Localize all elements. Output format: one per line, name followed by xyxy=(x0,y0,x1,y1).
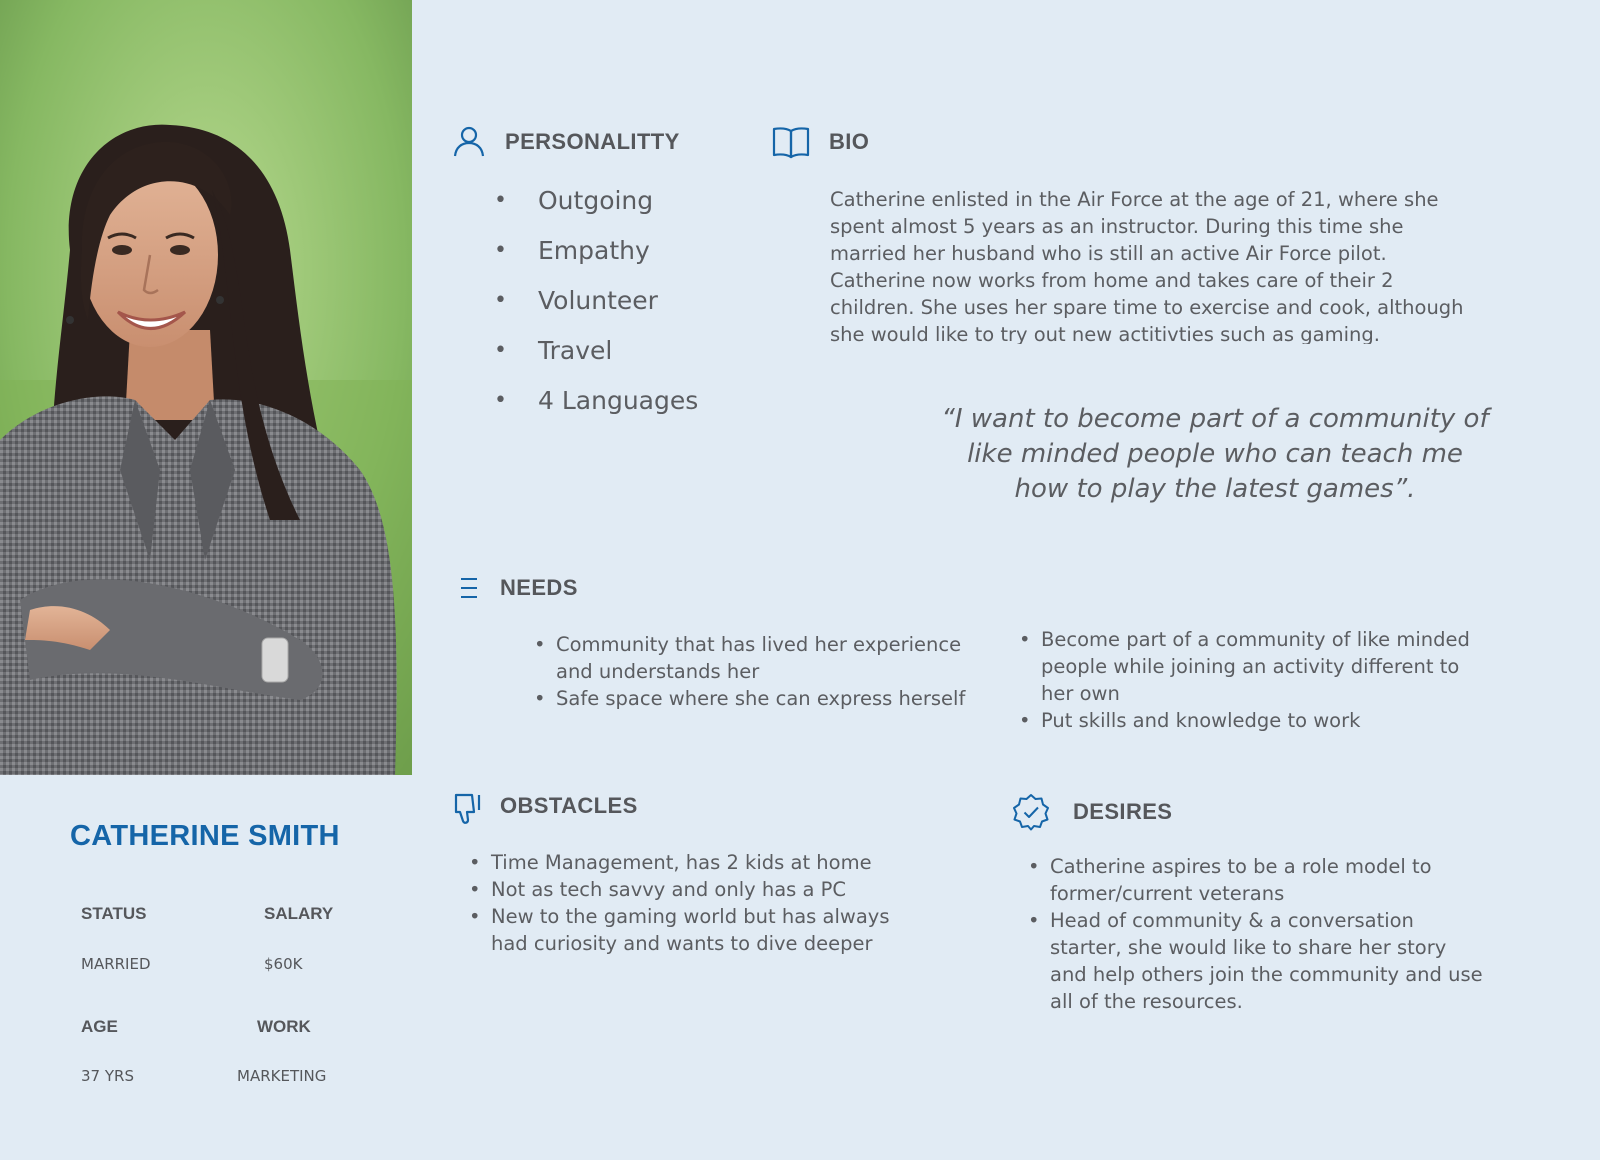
age-label: AGE xyxy=(81,1017,118,1036)
persona-name: CATHERINE SMITH xyxy=(70,820,340,852)
needs-list-right xyxy=(1019,626,1479,734)
obstacles-list xyxy=(469,849,909,957)
persona-quote: “I want to become part of a community of like minded people who can teach me how to play the latest games”. xyxy=(941,404,1489,504)
bio-text: Catherine enlisted in the Air Force at the age of 21, where she spent almost 5 years as an instructor. During this time she married her husband who is still an active Air Force pilot. Catherine now works from home and takes care of their 2 children. She uses her spare time to exercise and cook, although she would like to try out new actitivties such as gaming. xyxy=(830,188,1464,344)
list-icon xyxy=(458,575,480,601)
status-label: STATUS xyxy=(81,904,147,923)
list-item: • Travel xyxy=(490,333,750,383)
list-item: • Volunteer xyxy=(490,283,750,333)
needs-heading: NEEDS xyxy=(500,575,578,600)
status-value: MARRIED xyxy=(81,955,151,973)
list-item: • Become part of a community of like minded people while joining an activity different to her own xyxy=(1019,626,1479,707)
obstacles-heading: OBSTACLES xyxy=(500,793,638,818)
desires-heading: DESIRES xyxy=(1073,799,1173,824)
list-item: • Catherine aspires to be a role model to former/current veterans xyxy=(1028,853,1488,907)
list-item: • Head of community & a conversation starter, she would like to share her story and help others join the community and use all of the resources. xyxy=(1028,907,1488,1015)
book-icon xyxy=(772,125,810,159)
profile-photo xyxy=(0,0,412,775)
bio-heading: BIO xyxy=(829,129,870,154)
list-item: • Not as tech savvy and only has a PC xyxy=(469,876,909,903)
desires-list xyxy=(1028,853,1488,1015)
salary-value: $60K xyxy=(264,955,303,973)
age-value: 37 YRS xyxy=(81,1067,134,1085)
list-item: • Safe space where she can express herself xyxy=(534,685,974,712)
verified-badge-icon xyxy=(1012,793,1050,831)
list-item: • Outgoing xyxy=(490,183,750,233)
needs-list-left xyxy=(534,631,974,712)
list-item: • Time Management, has 2 kids at home xyxy=(469,849,909,876)
work-label: WORK xyxy=(257,1017,311,1036)
list-item: • 4 Languages xyxy=(490,383,750,433)
salary-label: SALARY xyxy=(264,904,334,923)
list-item: • Community that has lived her experience and understands her xyxy=(534,631,974,685)
personality-heading: PERSONALITTY xyxy=(505,129,680,154)
list-item: • Empathy xyxy=(490,233,750,283)
list-item: • New to the gaming world but has always had curiosity and wants to dive deeper xyxy=(469,903,909,957)
thumbs-down-icon xyxy=(452,792,484,826)
work-value: MARKETING xyxy=(237,1067,327,1085)
list-item: • Put skills and knowledge to work xyxy=(1019,707,1479,734)
person-icon xyxy=(452,124,486,158)
personality-list xyxy=(490,183,750,433)
